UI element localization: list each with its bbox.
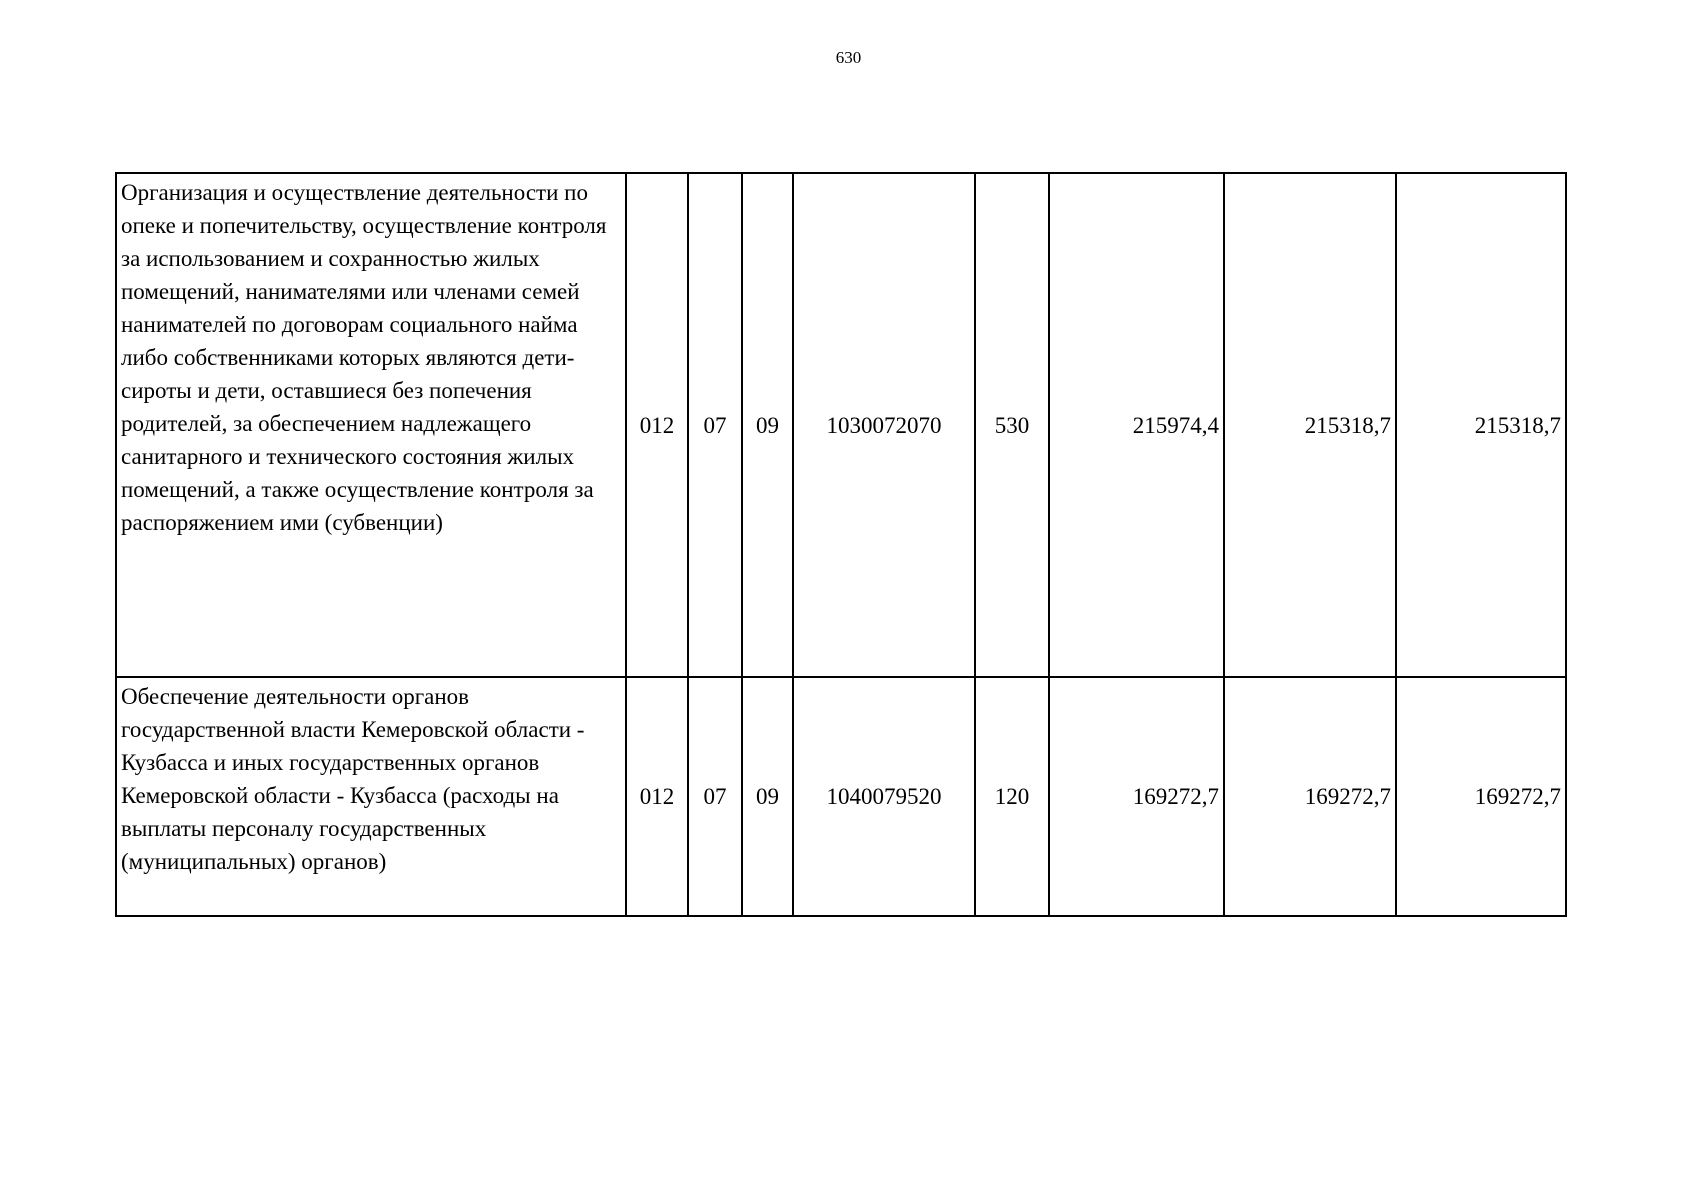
amount-year-3: 215318,7 — [1396, 173, 1566, 677]
row-description: Организация и осуществление деятельности по опеке и попечительству, осуществление контроля за использованием и сохранностью жилых помещений, нанимателями или членами семей нанимателей по договорам социального найма либо собственниками которых являются дети-сироты и дети, оставшиеся без попечения родителей, за обеспечением надлежащего санитарного и технического состояния жилых помещений, а также осуществление контроля за распоряжением ими (субвенции) — [116, 173, 626, 677]
table-row — [116, 173, 1566, 677]
section-code: 07 — [688, 677, 742, 916]
expense-type-code: 120 — [975, 677, 1049, 916]
amount-year-3: 169272,7 — [1396, 677, 1566, 916]
budget-table — [115, 172, 1567, 917]
row-description: Обеспечение деятельности органов государственной власти Кемеровской области - Кузбасса и иных государственных органов Кемеровской области - Кузбасса (расходы на выплаты персоналу государственных (муниципальных) органов) — [116, 677, 626, 916]
subsection-code: 09 — [742, 677, 793, 916]
page-number: 630 — [835, 48, 862, 67]
amount-year-1: 215974,4 — [1049, 173, 1224, 677]
target-article-code: 1040079520 — [793, 677, 975, 916]
ministry-code: 012 — [626, 173, 688, 677]
expense-type-code: 530 — [975, 173, 1049, 677]
amount-year-2: 169272,7 — [1224, 677, 1396, 916]
subsection-code: 09 — [742, 173, 793, 677]
ministry-code: 012 — [626, 677, 688, 916]
amount-year-2: 215318,7 — [1224, 173, 1396, 677]
target-article-code: 1030072070 — [793, 173, 975, 677]
table-row — [116, 677, 1566, 916]
section-code: 07 — [688, 173, 742, 677]
amount-year-1: 169272,7 — [1049, 677, 1224, 916]
